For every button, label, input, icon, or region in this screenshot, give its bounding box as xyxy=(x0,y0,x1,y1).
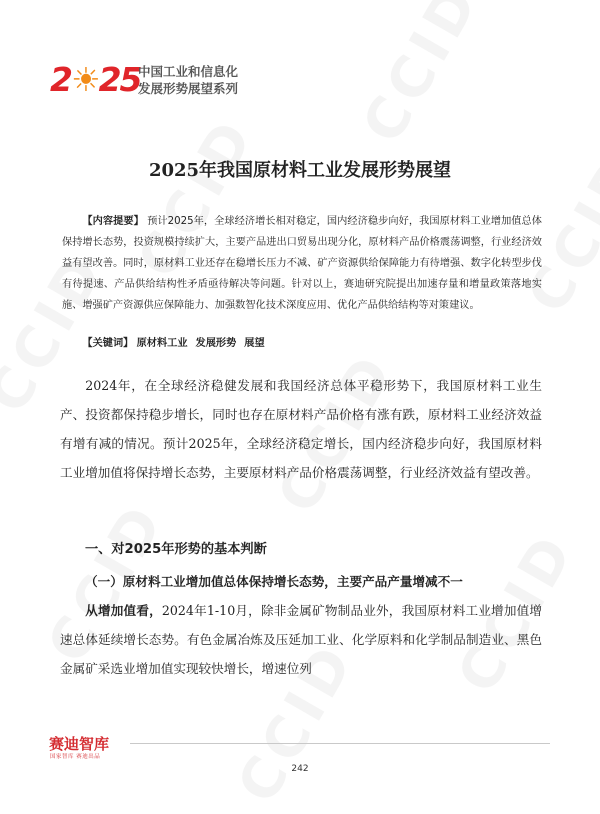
series-header xyxy=(50,58,290,106)
document-title: 2025年我国原材料工业发展形势展望 xyxy=(148,160,452,181)
series-title-line-1: 中国工业和信息化 xyxy=(138,64,239,79)
intro-paragraph: 2024年，在全球经济稳健发展和我国经济总体平稳形势下，我国原材料工业生产、投资都保持稳步增长，同时也存在原材料产品价格有涨有跌，原材料工业经济效益有增有减的情况。预计2025年，全球经济稳定增长，国内经济稳步向好，我国原材料工业增加值将保持增长态势，主要原材料产品价格震荡调整，行业经济效益有望改善。 xyxy=(60,378,542,480)
keywords-label: 【关键词】 xyxy=(82,338,134,349)
ccid-watermark xyxy=(350,0,493,154)
logo-subtext: 国家智库 赛迪出品 xyxy=(50,754,101,760)
ccid-think-tank-logo: 赛迪智库 xyxy=(49,735,110,753)
abstract-text: 预计2025年，全球经济增长相对稳定，国内经济稳步向好，我国原材料工业增加值总体保持增长态势，投资规模持续扩大，主要产品进出口贸易出现分化，原材料产品价格震荡调整，行业经济效益有望改善。同时，原材料工业还存在稳增长压力不减、矿产资源供给保障能力有待增强、数字化转型步伐有待提速、产品供给结构性矛盾亟待解决等问题。针对以上，赛迪研究院提出加速存量和增量政策落地实施、增强矿产资源供应保障能力、加强数智化技术深度应用、优化产品供给结构等对策建议。 xyxy=(62,216,542,311)
year-2025-logo xyxy=(50,60,141,99)
footer-divider xyxy=(130,743,550,744)
keyword: 原材料工业 xyxy=(136,338,188,349)
abstract xyxy=(62,211,542,316)
series-title-line-2: 发展形势展望系列 xyxy=(138,81,239,96)
body-lead: 从增加值看， xyxy=(85,603,162,618)
keyword: 展望 xyxy=(244,338,265,349)
abstract-label: 【内容提要】 xyxy=(82,216,144,227)
logo-suffix: 25 xyxy=(98,60,141,99)
body-text: 2024年1-10月，除非金属矿物制品业外，我国原材料工业增加值增速总体延续增长态势。有色金属冶炼及压延加工业、化学原料和化学制品制造业、黑色金属矿采选业增加值实现较快增长，增速位列 xyxy=(60,603,543,676)
logo-prefix: 2 xyxy=(50,60,71,99)
sun-icon: ☀ xyxy=(70,60,99,99)
series-title xyxy=(138,63,238,97)
keyword: 发展形势 xyxy=(195,338,237,349)
keywords xyxy=(62,333,542,354)
page-number: 242 xyxy=(291,764,309,774)
subsection-heading: （一）原材料工业增加值总体保持增长态势，主要产品产量增减不一 xyxy=(85,574,463,589)
section-heading: 一、对2025年形势的基本判断 xyxy=(85,542,267,557)
body-paragraph xyxy=(60,596,542,683)
